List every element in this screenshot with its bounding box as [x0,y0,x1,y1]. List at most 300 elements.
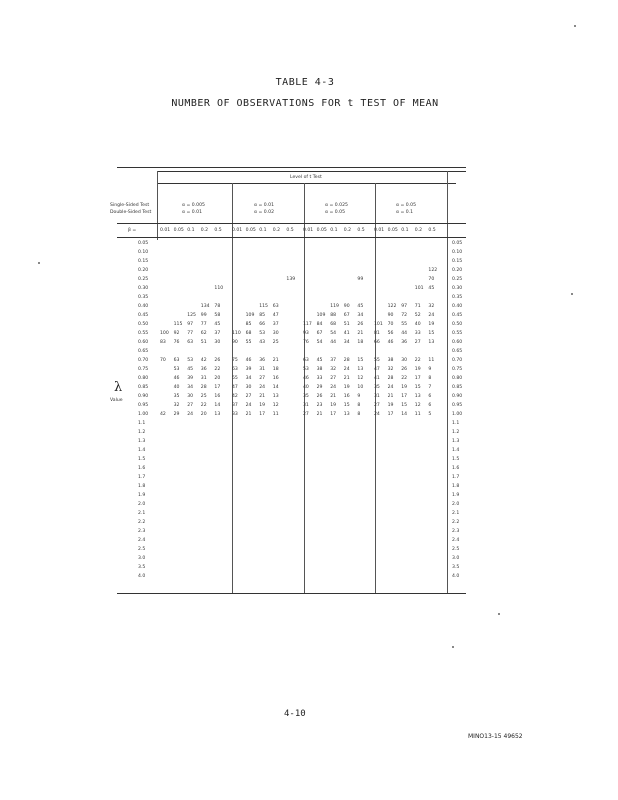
single-sided-label: Single-Sided Test [110,203,150,208]
table-cell: 22 [414,358,421,363]
beta-value: 0.05 [387,228,398,233]
table-cell: 32 [387,367,394,372]
right-lambda-value: 2.2 [452,520,460,525]
right-lambda-value: 1.6 [452,466,460,471]
table-cell: 56 [387,331,394,336]
table-cell: 44 [401,331,408,336]
beta-value: 0.2 [200,228,209,233]
table-cell: 85 [245,322,252,327]
lambda-value: 1.2 [138,430,146,435]
right-lambda-value: 2.1 [452,511,460,516]
table-cell: 19 [387,403,394,408]
table-cell: 36 [401,340,408,345]
right-lambda-value: 0.85 [452,385,463,390]
table-cell: 71 [414,304,421,309]
table-cell: 37 [214,331,221,336]
table-cell: 45 [357,304,364,309]
right-lambda-value: 0.30 [452,286,463,291]
right-divider [447,171,448,593]
table-cell: 27 [374,403,380,408]
lambda-value: 1.1 [138,421,146,426]
right-lambda-value: 1.2 [452,430,460,435]
lambda-value: 0.40 [138,304,149,309]
table-cell: 90 [232,340,238,345]
table-cell: 92 [173,331,180,336]
table-cell: 21 [343,376,350,381]
table-cell: 33 [232,412,238,417]
right-lambda-value: 2.3 [452,529,460,534]
table-cell: 63 [272,304,279,309]
right-lambda-value: 0.35 [452,295,463,300]
right-lambda-value: 1.1 [452,421,460,426]
table-cell: 85 [259,313,266,318]
page-number: 4-10 [284,709,306,719]
table-cell: 31 [374,394,380,399]
table-cell: 37 [232,403,238,408]
table-cell: 45 [187,367,194,372]
table-cell: 31 [303,403,309,408]
lambda-value: 0.30 [138,286,149,291]
table-cell: 83 [160,340,166,345]
table-cell: 43 [259,340,266,345]
table-cell: 46 [387,340,394,345]
table-cell: 125 [187,313,196,318]
beta-row-bottom [117,237,466,238]
table-cell: 35 [374,385,380,390]
table-cell: 13 [214,412,221,417]
table-cell: 97 [401,304,408,309]
right-lambda-value: 1.5 [452,457,460,462]
table-cell: 81 [374,331,380,336]
table-cell: 77 [200,322,207,327]
table-cell: 32 [173,403,180,408]
table-cell: 44 [330,340,337,345]
table-cell: 67 [343,313,350,318]
lambda-value: 0.70 [138,358,149,363]
table-cell: 26 [357,322,364,327]
beta-value: 0.2 [343,228,352,233]
table-cell: 15 [343,403,350,408]
table-cell: 51 [343,322,350,327]
right-lambda-value: 0.90 [452,394,463,399]
table-cell: 11 [272,412,279,417]
table-cell: 34 [343,340,350,345]
table-subtitle: NUMBER OF OBSERVATIONS FOR t TEST OF MEAN [171,98,439,109]
table-cell: 21 [330,394,337,399]
table-cell: 33 [414,331,421,336]
lambda-value: 0.45 [138,313,149,318]
beta-value: 0.1 [259,228,267,233]
table-cell: 6 [428,403,432,408]
table-cell: 36 [200,367,207,372]
table-cell: 63 [232,367,238,372]
table-cell: 40 [303,385,309,390]
lambda-value: 0.10 [138,250,149,255]
table-cell: 25 [272,340,279,345]
lambda-symbol: λ [114,380,123,395]
beta-value: 0.01 [374,228,385,233]
table-cell: 21 [357,331,364,336]
table-cell: 30 [187,394,194,399]
table-cell: 53 [303,367,309,372]
table-cell: 70 [387,322,394,327]
right-lambda-value: 1.8 [452,484,460,489]
lambda-value: 1.6 [138,466,146,471]
table-cell: 15 [357,358,364,363]
header-divider [157,171,158,240]
table-cell: 26 [214,358,221,363]
beta-row-top [117,223,466,224]
table-cell: 24 [387,385,394,390]
lambda-value: 0.15 [138,259,149,264]
lambda-value: 2.5 [138,547,146,552]
table-cell: 46 [245,358,252,363]
table-cell: 68 [330,322,337,327]
table-cell: 14 [401,412,408,417]
table-cell: 63 [303,358,309,363]
right-lambda-value: 3.5 [452,565,460,570]
table-cell: 122 [428,268,438,273]
lambda-value: 2.0 [138,502,146,507]
right-lambda-value: 0.25 [452,277,463,282]
table-cell: 70 [428,277,435,282]
right-lambda-value: 1.7 [452,475,460,480]
table-cell: 72 [401,313,408,318]
beta-value: 0.01 [160,228,171,233]
table-cell: 47 [374,367,380,372]
table-cell: 8 [357,403,361,408]
table-cell: 53 [187,358,194,363]
table-cell: 39 [187,376,194,381]
lambda-value: 0.95 [138,403,149,408]
table-cell: 5 [428,412,432,417]
right-lambda-value: 0.45 [452,313,463,318]
table-cell: 17 [330,412,337,417]
table-cell: 9 [357,394,361,399]
table-cell: 30 [214,340,221,345]
lambda-value: 1.8 [138,484,146,489]
table-cell: 19 [330,403,337,408]
table-cell: 53 [173,367,180,372]
table-cell: 110 [214,286,224,291]
table-cell: 39 [245,367,252,372]
table-cell: 66 [259,322,266,327]
double-sided-label: Double-Sided Test [110,210,152,215]
table-cell: 11 [428,358,435,363]
table-cell: 75 [232,358,238,363]
lambda-value: 1.4 [138,448,146,453]
alpha-double-3: α = 0.05 [325,210,346,215]
lambda-value: 2.1 [138,511,146,516]
table-cell: 21 [245,412,252,417]
lambda-value: 2.4 [138,538,146,543]
beta-value: 0.01 [232,228,243,233]
table-cell: 34 [187,385,194,390]
table-cell: 67 [316,331,323,336]
lambda-value: 0.20 [138,268,149,273]
lambda-value: 0.90 [138,394,149,399]
table-cell: 77 [187,331,194,336]
table-cell: 109 [245,313,255,318]
right-lambda-value: 1.00 [452,412,463,417]
table-cell: 16 [272,376,279,381]
table-cell: 28 [387,376,394,381]
lambda-value: 0.50 [138,322,149,327]
table-cell: 21 [272,358,279,363]
lambda-value: 4.0 [138,574,146,579]
scan-speck [452,646,454,648]
table-cell: 18 [272,367,279,372]
table-cell: 12 [414,403,421,408]
right-lambda-value: 1.3 [452,439,460,444]
table-cell: 15 [414,385,421,390]
table-cell: 46 [173,376,180,381]
right-lambda-value: 0.75 [452,367,463,372]
beta-value: 0.2 [272,228,281,233]
table-cell: 38 [387,358,394,363]
beta-label: β = [128,228,137,233]
table-cell: 8 [428,376,432,381]
table-cell: 62 [200,331,207,336]
table-cell: 30 [272,331,279,336]
alpha-single-4: α = 0.05 [396,203,417,208]
table-cell: 45 [214,322,221,327]
table-cell: 54 [316,340,323,345]
table-cell: 93 [303,331,309,336]
table-cell: 17 [387,412,394,417]
alpha-double-2: α = 0.02 [254,210,275,215]
right-lambda-value: 0.20 [452,268,463,273]
table-cell: 29 [316,385,323,390]
table-cell: 9 [428,367,432,372]
table-cell: 101 [414,286,424,291]
table-top-rule-2 [157,171,466,172]
table-cell: 14 [272,385,279,390]
lambda-value: 3.5 [138,565,146,570]
right-lambda-value: 0.10 [452,250,463,255]
table-cell: 18 [357,340,364,345]
lambda-value: 0.25 [138,277,149,282]
lambda-value: 0.55 [138,331,149,336]
table-cell: 6 [428,394,432,399]
table-cell: 84 [316,322,323,327]
beta-value: 0.5 [357,228,365,233]
table-cell: 24 [374,412,380,417]
table-cell: 42 [200,358,207,363]
table-cell: 20 [214,376,221,381]
table-cell: 53 [259,331,266,336]
table-cell: 117 [303,322,312,327]
table-cell: 15 [401,403,408,408]
table-cell: 31 [200,376,207,381]
table-cell: 55 [374,358,380,363]
table-cell: 115 [259,304,268,309]
table-cell: 66 [374,340,380,345]
table-cell: 90 [343,304,350,309]
table-cell: 47 [272,313,279,318]
table-cell: 40 [414,322,421,327]
table-cell: 21 [259,394,266,399]
beta-value: 0.2 [414,228,423,233]
right-lambda-value: 0.40 [452,304,463,309]
right-lambda-value: 0.80 [452,376,463,381]
scan-speck [571,293,573,295]
table-cell: 24 [343,367,350,372]
document-code: MINO13-15 49652 [468,733,523,740]
table-cell: 90 [387,313,394,318]
table-cell: 12 [272,403,279,408]
table-cell: 88 [330,313,337,318]
lambda-value: 1.9 [138,493,146,498]
table-cell: 24 [187,412,194,417]
beta-value: 0.05 [316,228,327,233]
table-cell: 36 [259,358,266,363]
right-lambda-value: 3.0 [452,556,460,561]
table-cell: 24 [259,385,266,390]
table-cell: 14 [214,403,221,408]
table-cell: 38 [316,367,323,372]
table-cell: 19 [428,322,435,327]
beta-value: 0.1 [330,228,338,233]
right-lambda-value: 2.0 [452,502,460,507]
table-cell: 8 [357,412,361,417]
lambda-value: 3.0 [138,556,146,561]
right-lambda-value: 2.5 [452,547,460,552]
table-cell: 13 [357,367,364,372]
table-cell: 28 [200,385,207,390]
table-cell: 115 [173,322,183,327]
table-bottom-rule [117,593,466,594]
right-lambda-value: 1.9 [452,493,460,498]
lambda-value: 2.3 [138,529,146,534]
table-cell: 42 [232,394,238,399]
table-cell: 45 [316,358,323,363]
lambda-value: 2.2 [138,520,146,525]
table-cell: 11 [414,412,421,417]
table-cell: 32 [428,304,435,309]
table-cell: 55 [401,322,408,327]
scan-speck [574,25,576,27]
table-cell: 17 [414,376,421,381]
table-cell: 22 [401,376,408,381]
table-cell: 32 [330,367,337,372]
table-cell: 99 [200,313,207,318]
table-cell: 16 [343,394,350,399]
table-cell: 52 [414,313,421,318]
lambda-value: 1.5 [138,457,146,462]
table-cell: 13 [272,394,279,399]
table-cell: 20 [200,412,207,417]
right-lambda-value: 0.05 [452,241,463,246]
table-cell: 37 [272,322,279,327]
table-cell: 139 [286,277,296,282]
table-cell: 27 [187,403,194,408]
table-cell: 7 [428,385,432,390]
table-cell: 30 [401,358,408,363]
table-cell: 119 [330,304,339,309]
table-cell: 13 [414,394,421,399]
beta-value: 0.5 [214,228,222,233]
table-cell: 100 [160,331,169,336]
table-cell: 63 [173,358,180,363]
table-cell: 45 [428,286,435,291]
table-cell: 27 [259,376,266,381]
table-cell: 30 [245,385,252,390]
table-cell: 33 [316,376,323,381]
scan-speck [498,613,500,615]
lambda-value: 1.3 [138,439,146,444]
beta-value: 0.05 [245,228,256,233]
table-title: TABLE 4-3 [275,77,335,88]
alpha-single-1: α = 0.005 [182,203,205,208]
alpha-double-4: α = 0.1 [396,210,414,215]
right-lambda-value: 0.65 [452,349,463,354]
table-cell: 34 [357,313,364,318]
right-lambda-value: 0.95 [452,403,463,408]
table-cell: 22 [200,403,207,408]
table-cell: 19 [259,403,266,408]
table-cell: 122 [387,304,397,309]
lambda-value: 0.80 [138,376,149,381]
table-cell: 10 [357,385,364,390]
table-cell: 40 [173,385,180,390]
lambda-value: 0.60 [138,340,149,345]
table-cell: 27 [303,412,309,417]
beta-value: 0.1 [401,228,409,233]
table-cell: 109 [316,313,326,318]
right-lambda-value: 4.0 [452,574,460,579]
table-cell: 41 [343,331,350,336]
table-cell: 51 [200,340,207,345]
lambda-value: 0.35 [138,295,149,300]
table-cell: 35 [173,394,180,399]
table-cell: 13 [428,340,435,345]
table-cell: 42 [160,412,166,417]
beta-value: 0.01 [303,228,314,233]
table-cell: 25 [200,394,207,399]
table-cell: 26 [401,367,408,372]
level-header: Level of t Test [290,175,322,180]
table-cell: 27 [414,340,421,345]
lambda-value: 1.00 [138,412,149,417]
table-cell: 78 [214,304,221,309]
table-cell: 19 [414,367,421,372]
lambda-value: 0.85 [138,385,149,390]
table-cell: 99 [357,277,364,282]
scan-speck [38,262,40,264]
table-cell: 110 [232,331,241,336]
table-cell: 24 [428,313,435,318]
table-cell: 15 [428,331,435,336]
table-cell: 35 [303,394,309,399]
table-cell: 19 [401,385,408,390]
table-cell: 26 [316,394,323,399]
alpha-single-3: α = 0.025 [325,203,348,208]
beta-value: 0.05 [173,228,184,233]
table-cell: 47 [232,385,238,390]
table-cell: 55 [245,340,252,345]
table-cell: 27 [245,394,252,399]
table-cell: 22 [214,367,221,372]
table-cell: 17 [214,385,221,390]
table-cell: 41 [374,376,380,381]
alpha-single-2: α = 0.01 [254,203,275,208]
lambda-value: 0.65 [138,349,149,354]
table-cell: 37 [330,358,337,363]
table-cell: 21 [387,394,394,399]
lambda-value: 1.7 [138,475,146,480]
table-top-rule [117,167,466,168]
